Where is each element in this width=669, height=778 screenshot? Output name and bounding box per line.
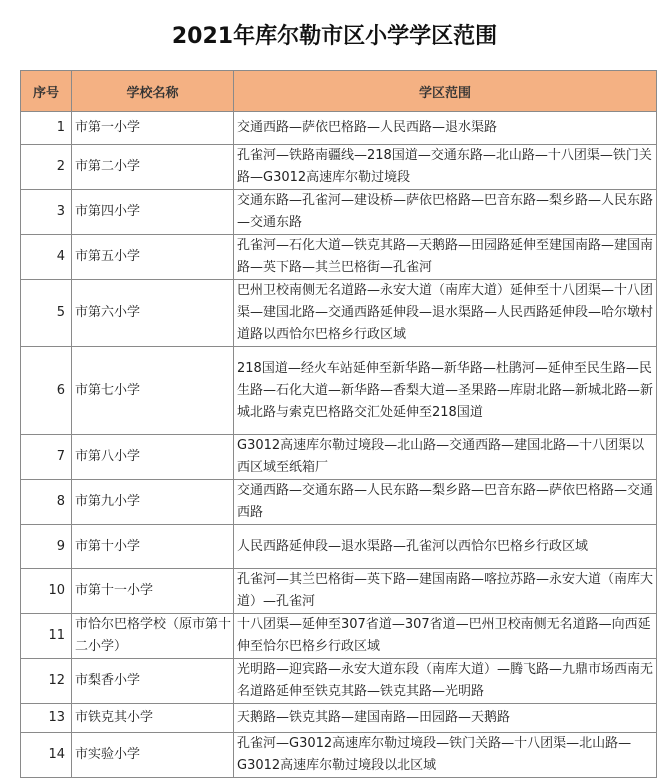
school-name: 市第七小学	[72, 347, 234, 435]
school-name: 市第六小学	[72, 280, 234, 347]
table-row	[21, 145, 657, 190]
school-name: 市第十小学	[72, 525, 234, 569]
school-name: 市铁克其小学	[72, 704, 234, 733]
row-number: 1	[21, 112, 72, 145]
district-range: 巴州卫校南侧无名道路—永安大道（南库大道）延伸至十八团渠—十八团渠—建国北路—交通西路延伸段—退水渠路—人民西路延伸段—哈尔墩村道路以西恰尔巴格乡行政区域	[234, 280, 657, 347]
row-number: 13	[21, 704, 72, 733]
header-school-name: 学校名称	[72, 71, 234, 112]
district-range: 孔雀河—石化大道—铁克其路—天鹅路—田园路延伸至建国南路—建国南路—英下路—其兰巴格街—孔雀河	[234, 235, 657, 280]
table-row	[21, 659, 657, 704]
table-row	[21, 480, 657, 525]
row-number: 7	[21, 435, 72, 480]
school-name: 市恰尔巴格学校（原市第十二小学）	[72, 614, 234, 659]
district-range: 孔雀河—其兰巴格街—英下路—建国南路—喀拉苏路—永安大道（南库大道）—孔雀河	[234, 569, 657, 614]
table-row	[21, 280, 657, 347]
table-row	[21, 112, 657, 145]
table-header-row	[21, 71, 657, 112]
district-range: 交通西路—交通东路—人民东路—梨乡路—巴音东路—萨依巴格路—交通西路	[234, 480, 657, 525]
district-range: 光明路—迎宾路—永安大道东段（南库大道）—腾飞路—九鼎市场西南无名道路延伸至铁克其路—铁克其路—光明路	[234, 659, 657, 704]
district-range: 人民西路延伸段—退水渠路—孔雀河以西恰尔巴格乡行政区域	[234, 525, 657, 569]
table-row	[21, 614, 657, 659]
district-range: 孔雀河—铁路南疆线—218国道—交通东路—北山路—十八团渠—铁门关路—G3012高速库尔勒过境段	[234, 145, 657, 190]
school-name: 市第二小学	[72, 145, 234, 190]
school-name: 市第九小学	[72, 480, 234, 525]
row-number: 10	[21, 569, 72, 614]
row-number: 2	[21, 145, 72, 190]
page-title: 2021年库尔勒市区小学学区范围	[171, 23, 498, 49]
table-row	[21, 704, 657, 733]
district-range: 孔雀河—G3012高速库尔勒过境段—铁门关路—十八团渠—北山路—G3012高速库尔勒过境段以北区域	[234, 733, 657, 778]
school-name: 市第五小学	[72, 235, 234, 280]
table-row	[21, 569, 657, 614]
row-number: 11	[21, 614, 72, 659]
table-row	[21, 435, 657, 480]
header-district-range: 学区范围	[234, 71, 657, 112]
school-name: 市第四小学	[72, 190, 234, 235]
row-number: 4	[21, 235, 72, 280]
district-range: 交通东路—孔雀河—建设桥—萨依巴格路—巴音东路—梨乡路—人民东路—交通东路	[234, 190, 657, 235]
row-number: 14	[21, 733, 72, 778]
table-row	[21, 347, 657, 435]
school-name: 市第十一小学	[72, 569, 234, 614]
row-number: 3	[21, 190, 72, 235]
table-row	[21, 190, 657, 235]
table-row	[21, 525, 657, 569]
table-row	[21, 235, 657, 280]
row-number: 12	[21, 659, 72, 704]
row-number: 8	[21, 480, 72, 525]
school-name: 市第八小学	[72, 435, 234, 480]
school-name: 市第一小学	[72, 112, 234, 145]
district-range: 十八团渠—延伸至307省道—307省道—巴州卫校南侧无名道路—向西延伸至恰尔巴格乡行政区域	[234, 614, 657, 659]
school-name: 市梨香小学	[72, 659, 234, 704]
row-number: 6	[21, 347, 72, 435]
row-number: 9	[21, 525, 72, 569]
row-number: 5	[21, 280, 72, 347]
school-district-table	[20, 70, 657, 778]
district-range: 天鹅路—铁克其路—建国南路—田园路—天鹅路	[234, 704, 657, 733]
header-number: 序号	[21, 71, 72, 112]
district-range: G3012高速库尔勒过境段—北山路—交通西路—建国北路—十八团渠以西区域至纸箱厂	[234, 435, 657, 480]
school-name: 市实验小学	[72, 733, 234, 778]
district-range: 交通西路—萨依巴格路—人民西路—退水渠路	[234, 112, 657, 145]
district-range: 218国道—经火车站延伸至新华路—新华路—杜鹃河—延伸至民生路—民生路—石化大道—新华路—香梨大道—圣果路—库尉北路—新城北路—新城北路与索克巴格路交汇处延伸至218国道	[234, 347, 657, 435]
